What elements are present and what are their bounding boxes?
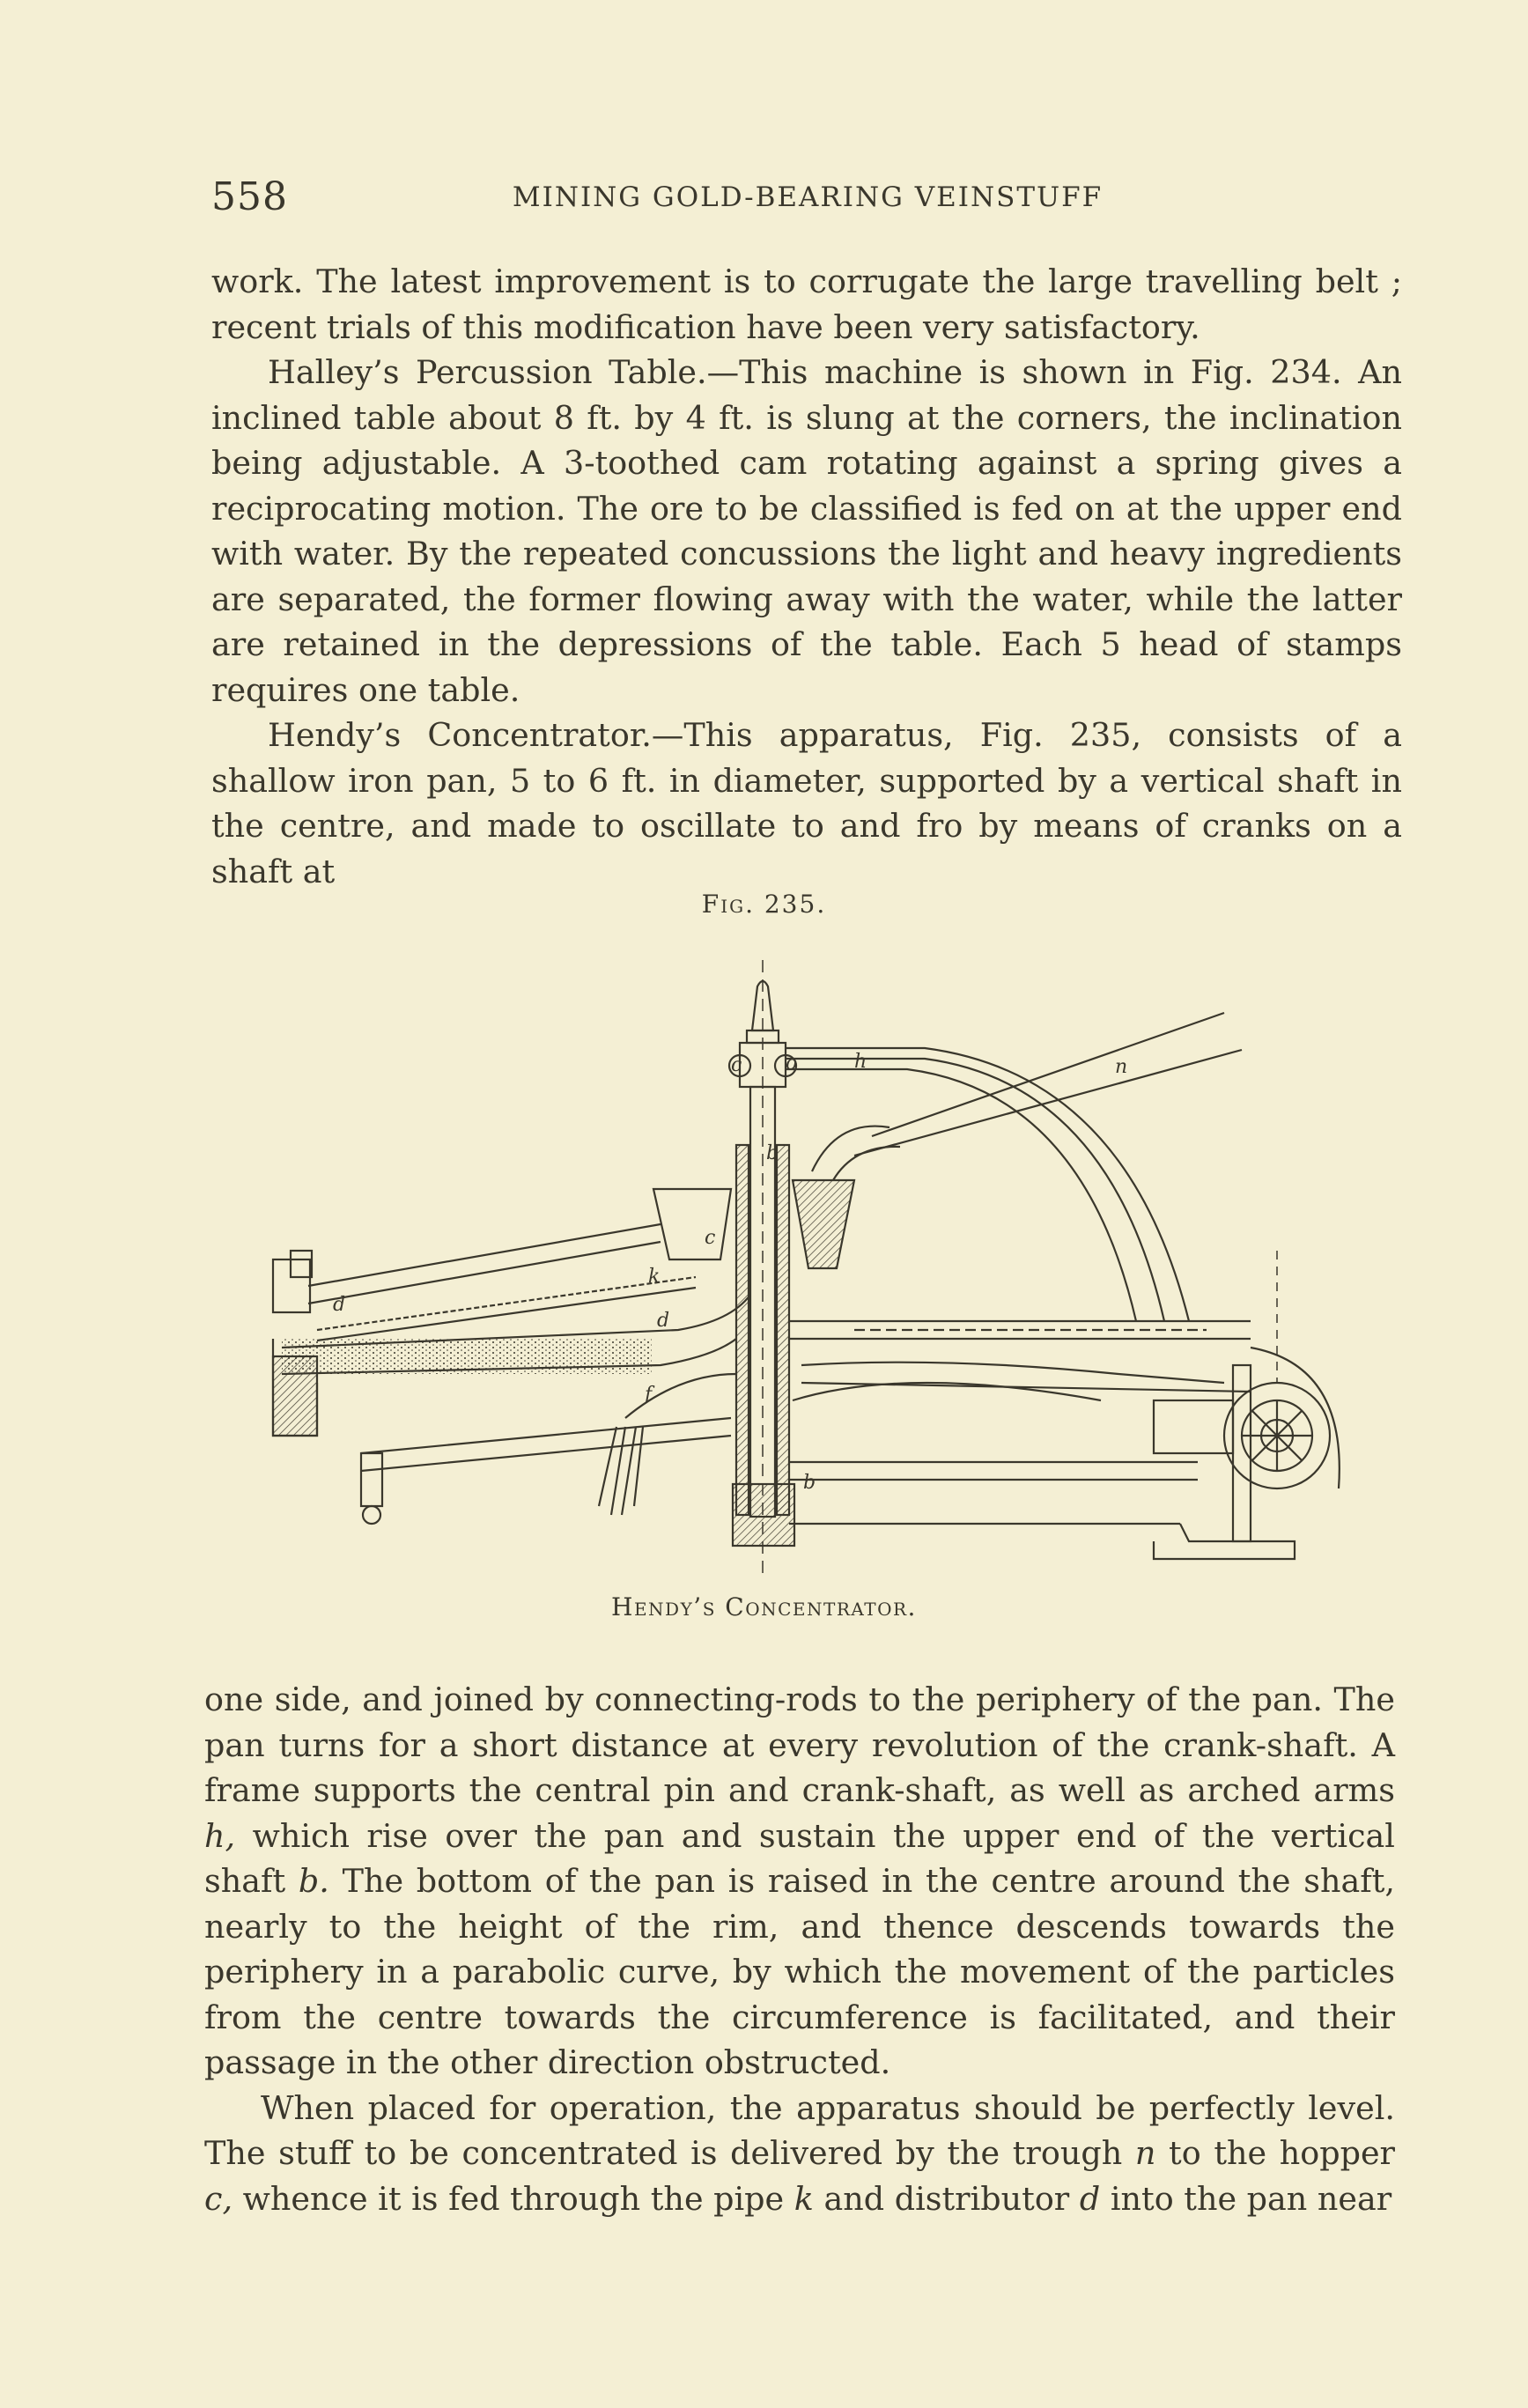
figure-label: Fig. 235. xyxy=(701,890,827,919)
running-title: MINING GOLD-BEARING VEINSTUFF xyxy=(512,181,1104,213)
figure-caption: Hendy’s Concentrator. xyxy=(611,1592,917,1621)
fig-label-c-top: c xyxy=(731,1054,742,1076)
fig-label-d1: d xyxy=(333,1294,346,1316)
text-run: which rise over the pan and sustain the upper end of the vertical shaft xyxy=(204,1816,1395,1900)
variable-h: h, xyxy=(204,1816,236,1855)
fig-label-n: n xyxy=(1115,1056,1128,1078)
text-run: one side, and joined by connecting-rods to the periphery of the pan. The pan turns for a short distance at every revolution of the crank-shaft. A frame supports the central pin and crank-shaft, as well as arched arms xyxy=(204,1680,1395,1809)
text-run: to the hopper xyxy=(1169,2134,1395,2172)
fig-label-b-bottom: b xyxy=(803,1472,816,1494)
text-run: When placed for operation, the apparatus should be perfectly level. The stuff to be concentrated is delivered by the trough xyxy=(204,2088,1395,2172)
variable-n: n xyxy=(1134,2134,1156,2172)
variable-c: c, xyxy=(204,2179,233,2218)
figure-hendys-concentrator xyxy=(238,960,1383,1577)
fig-label-k: k xyxy=(648,1266,661,1288)
page-number: 558 xyxy=(211,174,288,219)
variable-k: k xyxy=(794,2179,814,2218)
body-text-top xyxy=(211,259,1402,894)
fig-label-d2: d xyxy=(657,1310,670,1332)
concentrator-drawing xyxy=(238,960,1383,1577)
paragraph: Hendy’s Concentrator.—This apparatus, Fig. 235, consists of a shallow iron pan, 5 to 6 ft. in diameter, supported by a vertical shaft in the centre, and made to oscillate to and fro by means of cranks on a shaft at xyxy=(211,716,1402,890)
fig-label-o-top: o xyxy=(786,1053,798,1075)
text-run: whence it is fed through the pipe xyxy=(242,2179,785,2218)
page-header xyxy=(211,174,1404,227)
text-run: The bottom of the pan is raised in the centre around the shaft, nearly to the height of the rim, and thence descends towards the periphery in a parabolic curve, by which the movement of the particles from the centre towards the circumference is facilitated, and their passage in the other direction obstructed. xyxy=(204,1862,1396,2081)
paragraph: work. The latest improvement is to corrugate the large travelling belt ; recent trials of this modification have been very satisfactory. xyxy=(211,262,1402,346)
fig-label-h: h xyxy=(854,1051,867,1073)
figure-letter-labels xyxy=(333,1051,1127,1494)
paragraph xyxy=(204,1677,1395,2086)
paragraph: Halley’s Percussion Table.—This machine is shown in Fig. 234. An inclined table about 8 ft. by 4 ft. is slung at the corners, the inclination being adjustable. A 3-toothed cam rotating against a spring gives a reciprocating motion. The ore to be classified is fed on at the upper end with water. By the repeated concussions the light and heavy ingredients are separated, the former flowing away with the water, while the latter are retained in the depressions of the table. Each 5 head of stamps requires one table. xyxy=(211,353,1402,709)
fig-label-b-top: b xyxy=(766,1142,779,1164)
fig-label-c: c xyxy=(705,1227,716,1249)
variable-d: d xyxy=(1079,2179,1101,2218)
fig-label-f: f xyxy=(645,1384,653,1406)
paragraph xyxy=(204,2086,1395,2222)
text-run: and distributor xyxy=(823,2179,1070,2218)
variable-b: b. xyxy=(298,1862,329,1900)
text-run: into the pan near xyxy=(1110,2179,1392,2218)
body-text-bottom xyxy=(204,1677,1395,2221)
